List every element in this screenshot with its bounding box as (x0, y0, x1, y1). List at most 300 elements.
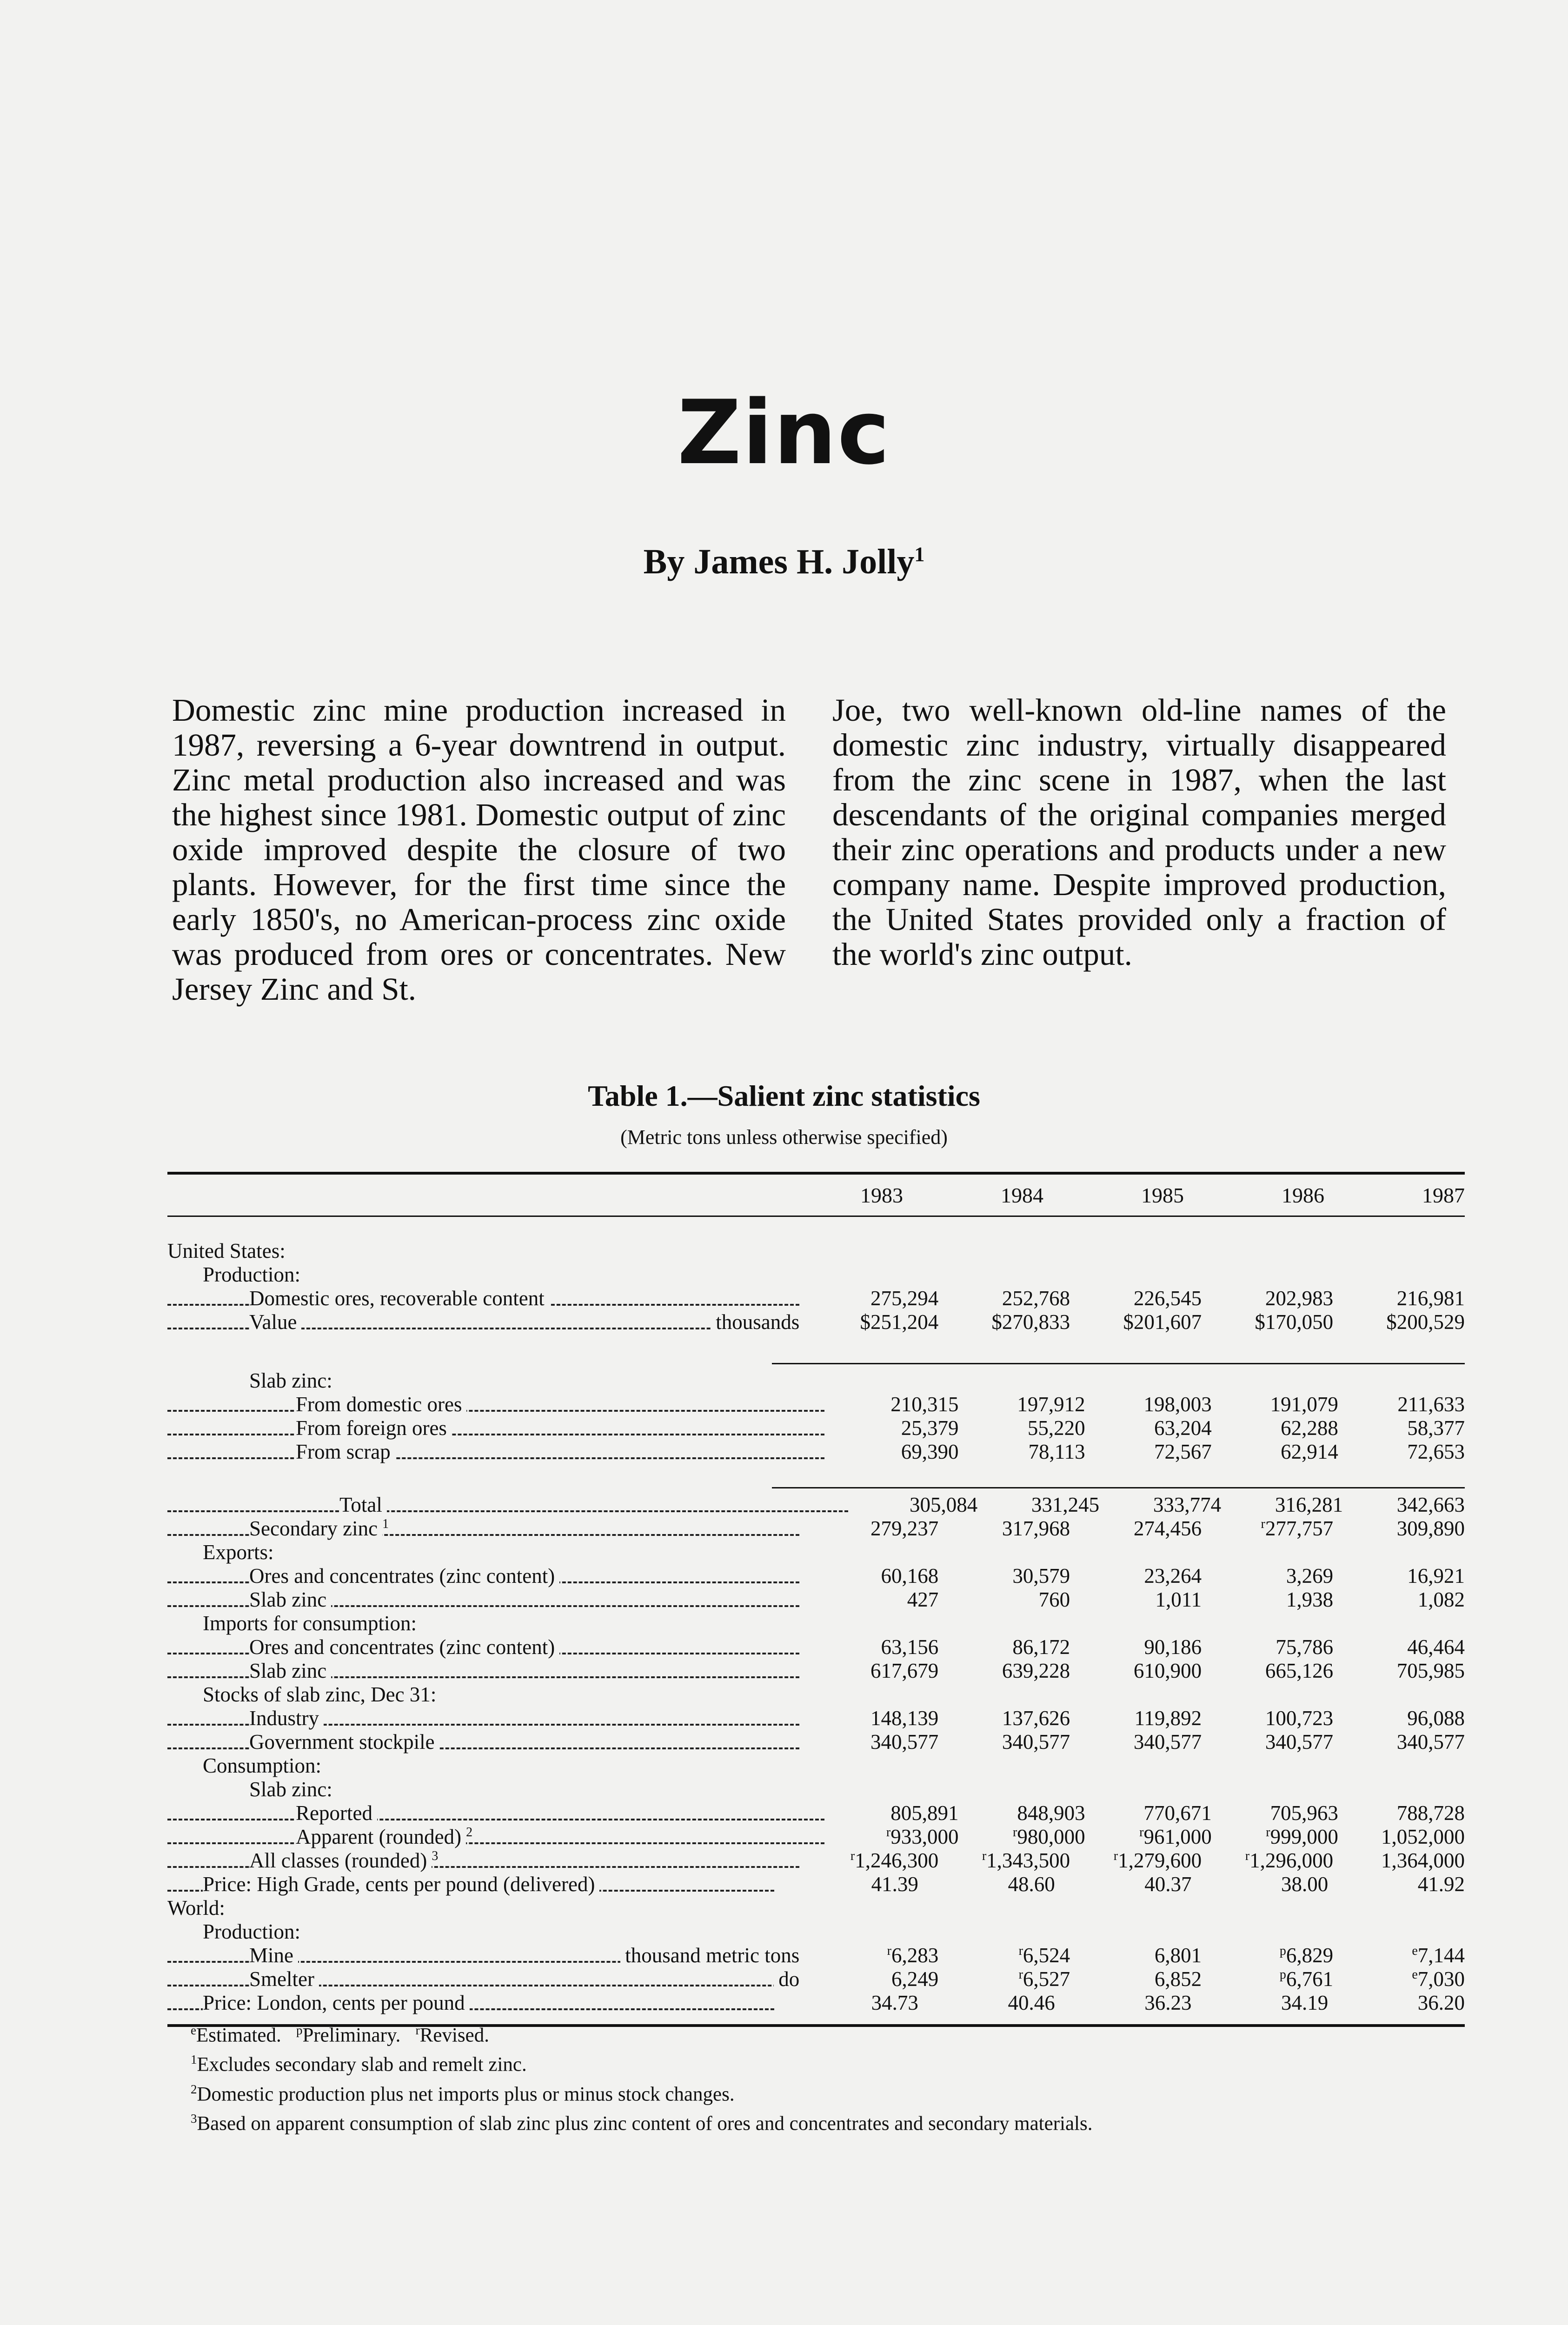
cell-value: 96,088 (1407, 1707, 1465, 1730)
row-label-text: Consumption: (203, 1754, 326, 1777)
cell-value: 137,626 (1002, 1707, 1070, 1730)
table-cell (782, 1991, 918, 2015)
table-cell (856, 1493, 977, 1517)
row-label-text: Stocks of slab zinc, Dec 31: (203, 1683, 441, 1706)
row-label-text: Slab zinc: (249, 1778, 337, 1801)
table-cell (1070, 1967, 1202, 1991)
table-cell (938, 1588, 1070, 1612)
table-cell (1191, 1991, 1328, 2015)
cell-value: 277,757 (1265, 1517, 1334, 1540)
table-row (167, 1517, 1465, 1541)
cell-value: 16,921 (1407, 1564, 1465, 1588)
footnote-symbol: 1 (191, 2053, 197, 2067)
cell-value: 427 (907, 1588, 939, 1611)
cell-value: 58,377 (1407, 1416, 1465, 1440)
table-cell (1202, 1635, 1333, 1659)
cell-value: 1,082 (1417, 1588, 1465, 1611)
table-cell (1338, 1440, 1465, 1464)
cell-value: $270,833 (991, 1310, 1070, 1334)
value-flag: r (1113, 1849, 1118, 1863)
cell-value: 333,774 (1153, 1493, 1222, 1516)
cell-value: 60,168 (881, 1564, 939, 1588)
cell-value: 25,379 (901, 1416, 959, 1440)
table-row (167, 1896, 1465, 1920)
row-unit: do (774, 1967, 799, 1991)
cell-value: 72,653 (1407, 1440, 1465, 1463)
row-label (167, 1541, 798, 1564)
year-header: 1985 (1141, 1183, 1184, 1207)
row-label-text: Slab zinc: (249, 1369, 337, 1392)
footnote-line (191, 2018, 1493, 2047)
row-label (167, 1512, 807, 1541)
cell-value: 933,000 (890, 1825, 959, 1848)
row-label (167, 1263, 798, 1287)
table-cell (1333, 1659, 1465, 1683)
cell-value: 6,527 (1023, 1967, 1070, 1991)
table-header-row (167, 1175, 1465, 1216)
cell-value: 980,000 (1017, 1825, 1085, 1848)
row-label-text: Production: (203, 1263, 305, 1286)
row-label-text: Domestic ores, recoverable content (249, 1287, 549, 1310)
cell-value: 6,801 (1154, 1944, 1202, 1967)
cell-value: 340,577 (870, 1730, 939, 1754)
table-row (167, 1754, 1465, 1778)
cell-value: 62,914 (1281, 1440, 1338, 1463)
row-label-text: Total (339, 1493, 387, 1516)
cell-value: 34.73 (871, 1991, 918, 2014)
table-row (167, 1416, 1465, 1440)
row-label-text: Industry (249, 1707, 324, 1730)
table-cell (1338, 1416, 1465, 1440)
cell-value: 36.20 (1417, 1991, 1465, 2014)
table-cell (1333, 1517, 1465, 1541)
table-row (167, 1369, 1465, 1393)
cell-value: 1,296,000 (1249, 1849, 1334, 1872)
row-label-text: Secondary zinc (249, 1517, 382, 1540)
value-flag: e (1412, 1967, 1418, 1982)
cell-value: 274,456 (1133, 1517, 1202, 1540)
table-cell (1202, 1512, 1333, 1541)
table-cell (1333, 1707, 1465, 1730)
table-row (167, 1635, 1465, 1659)
cell-value: 805,891 (890, 1801, 959, 1825)
cell-value: 760 (1038, 1588, 1070, 1611)
row-label (167, 1844, 807, 1873)
cell-value: 331,245 (1031, 1493, 1100, 1516)
year-header: 1986 (1282, 1183, 1324, 1207)
row-label (167, 1416, 832, 1440)
footnote-symbol: 2 (191, 2082, 197, 2096)
row-label-text: World: (167, 1896, 230, 1920)
table-cell (1085, 1440, 1212, 1464)
table-cell (807, 1564, 938, 1588)
cell-value: 1,052,000 (1381, 1825, 1465, 1848)
row-label (167, 1287, 807, 1310)
value-flag: r (1245, 1849, 1250, 1863)
table-cell (1202, 1564, 1333, 1588)
table-cell (1333, 1849, 1465, 1873)
table-row (167, 1683, 1465, 1707)
table-cell (1202, 1588, 1333, 1612)
footnote-marker: 2 (466, 1825, 473, 1840)
table-cell (807, 1588, 938, 1612)
table-cell (1333, 1564, 1465, 1588)
footnote-symbol: r (415, 2023, 420, 2037)
row-label-text: From scrap (296, 1440, 395, 1463)
row-label-text: Slab zinc (249, 1588, 331, 1611)
cell-value: 340,577 (1133, 1730, 1202, 1754)
table-cell (807, 1635, 938, 1659)
cell-value: 197,912 (1017, 1393, 1085, 1416)
author-footnote-marker: 1 (914, 543, 925, 566)
table-row (167, 1849, 1465, 1873)
cell-value: 316,281 (1275, 1493, 1343, 1516)
year-header: 1987 (1422, 1183, 1465, 1207)
row-label-text: From domestic ores (296, 1393, 466, 1416)
cell-value: 100,723 (1265, 1707, 1334, 1730)
cell-value: 41.92 (1417, 1873, 1465, 1896)
footnote-symbol: e (191, 2023, 196, 2037)
table-row (167, 1239, 1465, 1263)
row-label (167, 1635, 807, 1659)
cell-value: 340,577 (1002, 1730, 1070, 1754)
row-label-text: Price: London, cents per pound (203, 1991, 470, 2014)
cell-value: 639,228 (1002, 1659, 1070, 1682)
footnote-line (191, 2077, 1493, 2106)
table-title: Table 1.—Salient zinc statistics (588, 1079, 980, 1112)
cell-value: 86,172 (1012, 1635, 1070, 1659)
value-flag: r (1013, 1825, 1017, 1840)
table-cell (1212, 1440, 1338, 1464)
table-cell (1328, 1991, 1465, 2015)
cell-value: 6,761 (1286, 1967, 1334, 1991)
table-row (167, 1991, 1465, 2015)
cell-value: 6,249 (891, 1967, 939, 1991)
table-cell (807, 1287, 938, 1310)
table-cell (959, 1416, 1085, 1440)
table-cell (1055, 1873, 1192, 1896)
table-cell (938, 1310, 1070, 1334)
row-label-text: Value (249, 1310, 301, 1334)
table-cell (938, 1963, 1070, 1991)
row-label (167, 1967, 807, 1991)
cell-value: $251,204 (860, 1310, 939, 1334)
author-name: By James H. Jolly (643, 542, 915, 581)
cell-value: 1,343,500 (986, 1849, 1070, 1872)
table-cell (938, 1730, 1070, 1754)
cell-value: 340,577 (1265, 1730, 1334, 1754)
table-footnotes (191, 2018, 1493, 2136)
footnote-text: Preliminary. (302, 2024, 416, 2046)
row-label-text: Price: High Grade, cents per pound (delivered) (203, 1873, 599, 1896)
table-cell (807, 1939, 938, 1967)
table-cell (1070, 1707, 1202, 1730)
cell-value: 6,829 (1286, 1944, 1334, 1967)
table-cell (1343, 1493, 1465, 1517)
table-cell (807, 1659, 938, 1683)
table-row (167, 1541, 1465, 1564)
footnote-marker: 1 (382, 1517, 389, 1531)
cell-value: 6,852 (1154, 1967, 1202, 1991)
value-flag: r (1266, 1825, 1270, 1840)
row-label (167, 1730, 807, 1754)
row-unit: thousand metric tons (620, 1944, 799, 1967)
table-cell (1070, 1635, 1202, 1659)
cell-value: 211,633 (1397, 1393, 1465, 1416)
row-label (167, 1896, 763, 1920)
row-label-text: Mine (249, 1944, 298, 1967)
table-row (167, 1287, 1465, 1310)
cell-value: 48.60 (1008, 1873, 1055, 1896)
table-cell (938, 1287, 1070, 1310)
row-unit: thousands (711, 1310, 799, 1334)
row-label (167, 1754, 798, 1778)
table-cell (832, 1416, 958, 1440)
table-row (167, 1564, 1465, 1588)
cell-value: 216,981 (1396, 1287, 1465, 1310)
table-cell (1328, 1873, 1465, 1896)
cell-value: 305,084 (909, 1493, 978, 1516)
cell-value: 342,663 (1396, 1493, 1465, 1516)
row-label-text: Government stockpile (249, 1730, 439, 1754)
table-cell (1202, 1730, 1333, 1754)
value-flag: p (1279, 1967, 1286, 1982)
footnote-text: Based on apparent consumption of slab zinc plus zinc content of ores and concentrates and secondary materials. (197, 2112, 1093, 2135)
table-cell (938, 1635, 1070, 1659)
cell-value: 999,000 (1270, 1825, 1338, 1848)
table-cell (1202, 1287, 1333, 1310)
table-cell (1333, 1730, 1465, 1754)
table-cell (1085, 1416, 1212, 1440)
row-label (167, 1944, 807, 1967)
row-label-text: Production: (203, 1920, 305, 1943)
row-label (167, 1440, 832, 1464)
table-cell (1212, 1393, 1338, 1416)
cell-value: 41.39 (871, 1873, 918, 1896)
table-row (167, 1967, 1465, 1991)
table-cell (977, 1493, 1099, 1517)
table-cell (1070, 1287, 1202, 1310)
row-label-text: From foreign ores (296, 1416, 452, 1440)
row-label (167, 1778, 844, 1801)
intro-column-left: Domestic zinc mine production increased in 1987, reversing a 6-year downtrend in output. Zinc metal production also increased and was the highest since 1981. Domestic output of zinc oxide improved despite the closure of two plants. However, for the first time since the early 1850's, no American-process zinc oxide was produced from ores or concentrates. New Jersey Zinc and St. (172, 692, 786, 1007)
footnote-symbol: 3 (191, 2111, 197, 2126)
cell-value: 6,283 (891, 1944, 939, 1967)
value-flag: r (1018, 1967, 1023, 1982)
footnote-symbol: p (296, 2023, 303, 2037)
value-flag: r (982, 1849, 987, 1863)
cell-value: 610,900 (1133, 1659, 1202, 1682)
page-title: Zinc (677, 381, 891, 484)
cell-value: $170,050 (1255, 1310, 1334, 1334)
table-cell (1333, 1310, 1465, 1334)
cell-value: 317,968 (1002, 1517, 1070, 1540)
year-header: 1984 (1001, 1183, 1043, 1207)
cell-value: 40.46 (1008, 1991, 1055, 2014)
table-row (167, 1707, 1465, 1730)
table-cell (1338, 1801, 1465, 1825)
cell-value: 210,315 (890, 1393, 959, 1416)
cell-value: 63,156 (881, 1635, 939, 1659)
value-flag: p (1279, 1944, 1286, 1958)
table-cell (807, 1517, 938, 1541)
footnote-line (191, 2047, 1493, 2077)
value-flag: r (1139, 1825, 1144, 1840)
row-label-text: Smelter (249, 1967, 319, 1991)
cell-value: 961,000 (1143, 1825, 1212, 1848)
cell-value: 1,364,000 (1381, 1849, 1465, 1872)
row-label-text: Reported (296, 1801, 377, 1825)
table-row (167, 1588, 1465, 1612)
row-label-text: All classes (rounded) (249, 1849, 432, 1872)
year-header: 1983 (860, 1183, 903, 1207)
cell-value: 1,246,300 (855, 1849, 939, 1872)
footnote-marker: 3 (432, 1849, 439, 1863)
cell-value: 46,464 (1407, 1635, 1465, 1659)
value-flag: r (1018, 1944, 1023, 1958)
cell-value: 191,079 (1270, 1393, 1338, 1416)
table-cell (832, 1393, 958, 1416)
table-row (167, 1873, 1465, 1896)
table-cell (782, 1873, 918, 1896)
cell-value: 1,938 (1286, 1588, 1334, 1611)
footnote-line (191, 2106, 1493, 2136)
table-cell (832, 1440, 958, 1464)
table-cell (959, 1440, 1085, 1464)
value-flag: r (887, 1944, 891, 1958)
cell-value: 770,671 (1143, 1801, 1212, 1825)
table-cell (1070, 1944, 1202, 1967)
value-flag: e (1412, 1944, 1418, 1958)
cell-value: 55,220 (1027, 1416, 1085, 1440)
table-cell (807, 1310, 938, 1334)
cell-value: 75,786 (1276, 1635, 1334, 1659)
row-label (167, 1683, 798, 1707)
table-row (167, 1310, 1465, 1334)
cell-value: 788,728 (1396, 1801, 1465, 1825)
footnote-text: Domestic production plus net imports plus or minus stock changes. (197, 2083, 735, 2105)
table-cell (1333, 1635, 1465, 1659)
cell-value: 63,204 (1154, 1416, 1212, 1440)
row-label (167, 1707, 807, 1730)
cell-value: 69,390 (901, 1440, 959, 1463)
row-label (167, 1393, 832, 1416)
row-label (167, 1369, 844, 1393)
table-cell (1202, 1963, 1333, 1991)
cell-value: 72,567 (1154, 1440, 1212, 1463)
cell-value: 279,237 (870, 1517, 939, 1540)
table-cell (1202, 1707, 1333, 1730)
cell-value: 202,983 (1265, 1287, 1334, 1310)
table-row (167, 1659, 1465, 1683)
row-label (167, 1920, 798, 1944)
table-row (167, 1730, 1465, 1754)
table-cell (1333, 1287, 1465, 1310)
row-label (167, 1873, 782, 1896)
cell-value: 36.23 (1144, 1991, 1192, 2014)
table-cell (1085, 1393, 1212, 1416)
table-cell (1212, 1416, 1338, 1440)
table-cell (1070, 1517, 1202, 1541)
cell-value: 309,890 (1396, 1517, 1465, 1540)
table-cell (938, 1659, 1070, 1683)
table-cell (959, 1393, 1085, 1416)
cell-value: $201,607 (1123, 1310, 1202, 1334)
section-rule (772, 1363, 1465, 1364)
table-cell (918, 1873, 1055, 1896)
cell-value: 198,003 (1143, 1393, 1212, 1416)
table-row (167, 1263, 1465, 1287)
table-cell (938, 1707, 1070, 1730)
table-cell (1055, 1991, 1192, 2015)
table-cell (938, 1844, 1070, 1873)
footnote-text: Excludes secondary slab and remelt zinc. (197, 2053, 527, 2076)
row-label-text: United States: (167, 1239, 290, 1262)
table-cell (1333, 1588, 1465, 1612)
cell-value: 119,892 (1134, 1707, 1202, 1730)
cell-value: 275,294 (870, 1287, 939, 1310)
cell-value: 3,269 (1286, 1564, 1334, 1588)
footnote-text: Revised. (419, 2024, 489, 2046)
row-label (167, 1588, 807, 1612)
cell-value: 62,288 (1281, 1416, 1338, 1440)
row-label-text: Ores and concentrates (zinc content) (249, 1635, 559, 1659)
row-label (167, 1991, 782, 2015)
intro-column-right: Joe, two well-known old-line names of the domestic zinc industry, virtually disappeared from the zinc scene in 1987, when the last descendants of the original companies merged their zinc operations and products under a new company name. Despite improved production, the United States provided only a fraction of the world's zinc output. (832, 692, 1446, 972)
table-row (167, 1440, 1465, 1464)
cell-value: 705,985 (1396, 1659, 1465, 1682)
row-spacer (167, 1334, 1465, 1356)
cell-value: 252,768 (1002, 1287, 1070, 1310)
footnote-text: Estimated. (196, 2024, 296, 2046)
table-cell (807, 1707, 938, 1730)
row-label-text: Ores and concentrates (zinc content) (249, 1564, 559, 1588)
table-cell (1070, 1730, 1202, 1754)
table-cell (1333, 1963, 1465, 1991)
table-cell (1070, 1564, 1202, 1588)
table-cell (807, 1967, 938, 1991)
row-label-text: Apparent (rounded) (296, 1825, 466, 1848)
table-cell (938, 1517, 1070, 1541)
cell-value: 38.00 (1281, 1873, 1329, 1896)
cell-value: 226,545 (1133, 1287, 1202, 1310)
cell-value: 78,113 (1028, 1440, 1085, 1463)
cell-value: 148,139 (870, 1707, 939, 1730)
table-cell (1070, 1310, 1202, 1334)
row-label-text: Slab zinc (249, 1659, 331, 1682)
cell-value: 1,011 (1155, 1588, 1202, 1611)
table-cell (938, 1564, 1070, 1588)
cell-value: 705,963 (1270, 1801, 1338, 1825)
cell-value: 23,264 (1144, 1564, 1202, 1588)
table-cell (1070, 1659, 1202, 1683)
cell-value: 665,126 (1265, 1659, 1334, 1682)
cell-value: $200,529 (1386, 1310, 1465, 1334)
cell-value: 848,903 (1017, 1801, 1085, 1825)
row-label (167, 1659, 807, 1683)
table-row (167, 1778, 1465, 1801)
cell-value: 6,524 (1023, 1944, 1070, 1967)
table-cell (1202, 1844, 1333, 1873)
total-rule (772, 1487, 1465, 1488)
table-cell (1338, 1393, 1465, 1416)
salient-statistics-table (167, 1172, 1465, 2027)
value-flag: r (1261, 1517, 1265, 1531)
row-label (167, 1612, 798, 1635)
table-cell (1070, 1844, 1202, 1873)
table-cell (1191, 1873, 1328, 1896)
cell-value: 34.19 (1281, 1991, 1329, 2014)
